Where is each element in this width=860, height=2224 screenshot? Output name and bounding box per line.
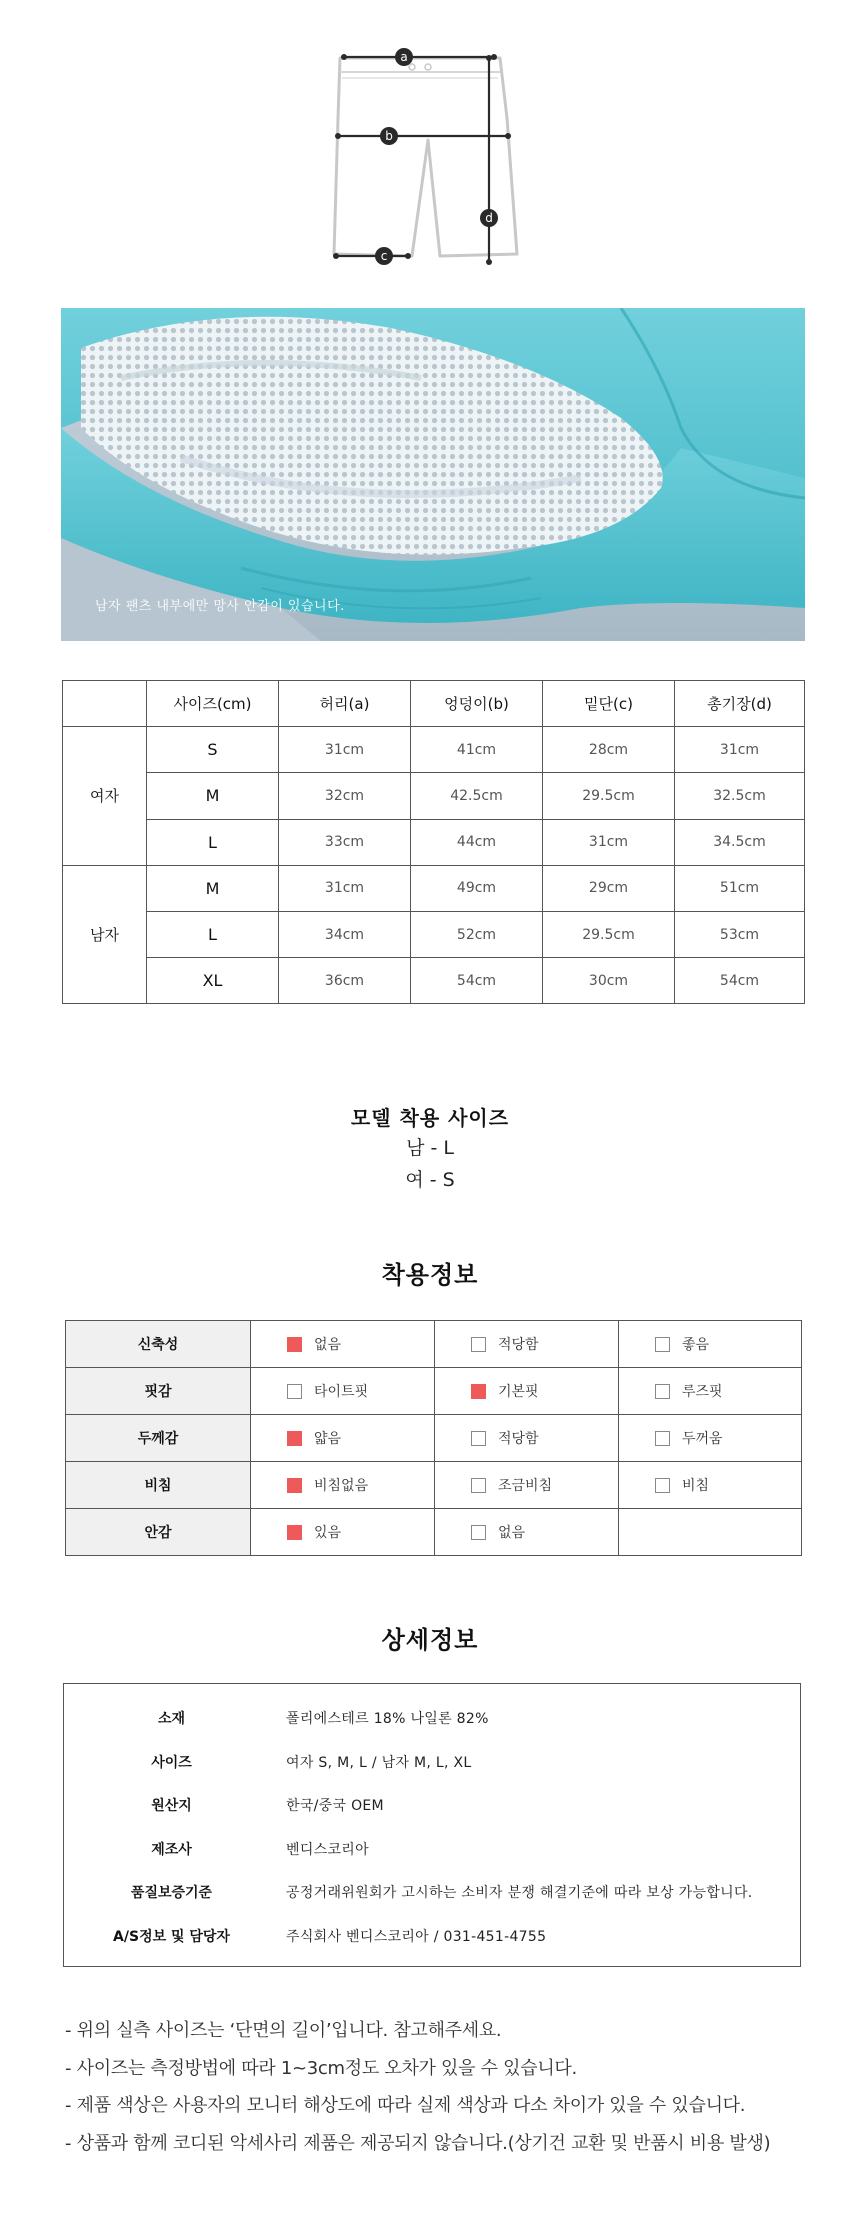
value-cell: 29.5cm — [543, 773, 675, 819]
model-size-men: 남 - L — [406, 1137, 454, 1159]
fit-option-label: 비침 — [682, 1478, 710, 1494]
fit-attribute-label: 비침 — [66, 1462, 251, 1509]
detail-row — [64, 1882, 802, 1906]
size-cell: M — [147, 773, 279, 819]
table-row — [63, 773, 805, 819]
fit-option-label: 없음 — [314, 1337, 342, 1353]
detail-row — [64, 1752, 802, 1776]
detail-row — [64, 1795, 802, 1819]
fit-option — [251, 1415, 435, 1462]
fit-option — [251, 1368, 435, 1415]
detail-value: 공정거래위원회가 고시하는 소비자 분쟁 해결기준에 따라 보상 가능합니다. — [286, 1885, 753, 1901]
detail-info-table — [63, 1683, 801, 1967]
size-table-header — [63, 681, 805, 727]
fit-option — [619, 1509, 802, 1556]
fit-option — [435, 1321, 619, 1368]
unchecked-box-icon — [655, 1431, 670, 1446]
detail-key: 제조사 — [151, 1841, 192, 1858]
fit-attribute-label: 핏감 — [66, 1368, 251, 1415]
group-men: 남자 — [63, 865, 147, 1004]
fit-option — [619, 1368, 802, 1415]
label-b: b — [385, 129, 393, 143]
value-cell: 54cm — [675, 958, 805, 1004]
fit-option-label: 얇음 — [314, 1431, 342, 1447]
unchecked-box-icon — [471, 1337, 486, 1352]
fit-row — [66, 1368, 802, 1415]
fit-option-label: 기본핏 — [498, 1384, 539, 1400]
fit-option-label: 좋음 — [682, 1337, 710, 1353]
fit-option — [619, 1462, 802, 1509]
detail-value: 주식회사 벤디스코리아 / 031-451-4755 — [286, 1928, 547, 1945]
fit-option — [251, 1462, 435, 1509]
header-empty — [63, 681, 147, 727]
detail-value: 한국/중국 OEM — [286, 1798, 384, 1814]
label-a: a — [400, 50, 408, 64]
size-cell: S — [147, 727, 279, 773]
note-item: - 상품과 함께 코디된 악세사리 제품은 제공되지 않습니다.(상기건 교환 및 반품시 비용 발생) — [65, 2132, 771, 2154]
fit-option-label: 적당함 — [498, 1337, 539, 1353]
shorts-measurement-diagram — [300, 30, 560, 270]
fit-option-label: 두꺼움 — [682, 1431, 723, 1447]
size-cell: XL — [147, 958, 279, 1004]
value-cell: 52cm — [411, 911, 543, 957]
unchecked-box-icon — [287, 1384, 302, 1399]
value-cell: 44cm — [411, 819, 543, 865]
fit-row — [66, 1509, 802, 1556]
fit-option — [251, 1509, 435, 1556]
mesh-lining-illustration-icon — [61, 308, 805, 641]
fit-option — [619, 1415, 802, 1462]
value-cell: 33cm — [279, 819, 411, 865]
group-women: 여자 — [63, 727, 147, 866]
photo-caption: 남자 팬츠 내부에만 망사 안감이 있습니다. — [95, 599, 345, 614]
checked-box-icon — [287, 1478, 302, 1493]
label-c: c — [380, 249, 388, 263]
checked-box-icon — [287, 1337, 302, 1352]
fit-option-label: 타이트핏 — [314, 1384, 369, 1400]
detail-key: 원산지 — [151, 1798, 192, 1814]
table-row — [63, 865, 805, 911]
unchecked-box-icon — [471, 1431, 486, 1446]
value-cell: 31cm — [279, 865, 411, 911]
fit-option — [435, 1368, 619, 1415]
fit-option — [251, 1321, 435, 1368]
unchecked-box-icon — [655, 1337, 670, 1352]
fit-option-label: 조금비침 — [498, 1478, 553, 1494]
value-cell: 29.5cm — [543, 911, 675, 957]
unchecked-box-icon — [471, 1478, 486, 1493]
detail-value: 벤디스코리아 — [286, 1841, 369, 1858]
checked-box-icon — [471, 1384, 486, 1399]
value-cell: 34cm — [279, 911, 411, 957]
unchecked-box-icon — [471, 1525, 486, 1540]
detail-key: 품질보증기준 — [130, 1885, 213, 1901]
fit-option — [435, 1415, 619, 1462]
value-cell: 31cm — [279, 727, 411, 773]
size-cell: L — [147, 911, 279, 957]
detail-key: 소재 — [157, 1711, 186, 1727]
model-size-women: 여 - S — [405, 1169, 455, 1191]
value-cell: 28cm — [543, 727, 675, 773]
header-size: 사이즈(cm) — [147, 681, 279, 727]
unchecked-box-icon — [655, 1478, 670, 1493]
value-cell: 54cm — [411, 958, 543, 1004]
value-cell: 30cm — [543, 958, 675, 1004]
checked-box-icon — [287, 1525, 302, 1540]
fit-row — [66, 1462, 802, 1509]
value-cell: 34.5cm — [675, 819, 805, 865]
note-item: - 제품 색상은 사용자의 모니터 해상도에 따라 실제 색상과 다소 차이가 있을 수 있습니다. — [65, 2095, 746, 2116]
checked-box-icon — [287, 1431, 302, 1446]
fit-option-label: 루즈핏 — [682, 1384, 723, 1400]
fit-option — [435, 1462, 619, 1509]
table-row — [63, 958, 805, 1004]
value-cell: 42.5cm — [411, 773, 543, 819]
size-cell: L — [147, 819, 279, 865]
label-d: d — [485, 211, 493, 225]
detail-value: 여자 S, M, L / 남자 M, L, XL — [286, 1754, 472, 1771]
fit-attribute-label: 안감 — [66, 1509, 251, 1556]
note-item: - 사이즈는 측정방법에 따라 1~3cm정도 오차가 있을 수 있습니다. — [65, 2057, 577, 2079]
fit-option — [619, 1321, 802, 1368]
fit-option — [435, 1509, 619, 1556]
note-item: - 위의 실측 사이즈는 ‘단면의 길이’입니다. 참고해주세요. — [65, 2020, 502, 2041]
fit-attribute-label: 두께감 — [66, 1415, 251, 1462]
value-cell: 53cm — [675, 911, 805, 957]
value-cell: 31cm — [543, 819, 675, 865]
fit-row — [66, 1321, 802, 1368]
table-row — [63, 727, 805, 773]
size-table — [62, 680, 805, 1004]
detail-row — [64, 1839, 802, 1863]
fit-option-label: 적당함 — [498, 1431, 539, 1447]
header-waist: 허리(a) — [279, 681, 411, 727]
header-hip: 엉덩이(b) — [411, 681, 543, 727]
fit-info-table — [65, 1320, 802, 1556]
detail-key: A/S정보 및 담당자 — [113, 1928, 230, 1945]
fit-row — [66, 1415, 802, 1462]
shorts-outline-icon — [300, 30, 560, 270]
notes-list — [65, 2016, 845, 2166]
fit-attribute-label: 신축성 — [66, 1321, 251, 1368]
value-cell: 32cm — [279, 773, 411, 819]
fit-option-label: 없음 — [498, 1525, 526, 1541]
value-cell: 41cm — [411, 727, 543, 773]
detail-key: 사이즈 — [151, 1754, 192, 1771]
table-row — [63, 911, 805, 957]
mesh-lining-photo — [61, 308, 805, 641]
fit-option-label: 비침없음 — [314, 1478, 369, 1494]
value-cell: 32.5cm — [675, 773, 805, 819]
fit-info-title: 착용정보 — [381, 1261, 479, 1289]
value-cell: 51cm — [675, 865, 805, 911]
size-cell: M — [147, 865, 279, 911]
value-cell: 29cm — [543, 865, 675, 911]
value-cell: 36cm — [279, 958, 411, 1004]
detail-info-title: 상세정보 — [381, 1626, 479, 1654]
header-hem: 밑단(c) — [543, 681, 675, 727]
detail-row — [64, 1926, 802, 1950]
fit-option-label: 있음 — [314, 1525, 342, 1541]
detail-row — [64, 1708, 802, 1732]
unchecked-box-icon — [655, 1384, 670, 1399]
detail-value: 폴리에스테르 18% 나일론 82% — [286, 1711, 489, 1727]
value-cell: 31cm — [675, 727, 805, 773]
header-length: 총기장(d) — [675, 681, 805, 727]
table-row — [63, 819, 805, 865]
model-size-title: 모델 착용 사이즈 — [350, 1106, 510, 1130]
value-cell: 49cm — [411, 865, 543, 911]
